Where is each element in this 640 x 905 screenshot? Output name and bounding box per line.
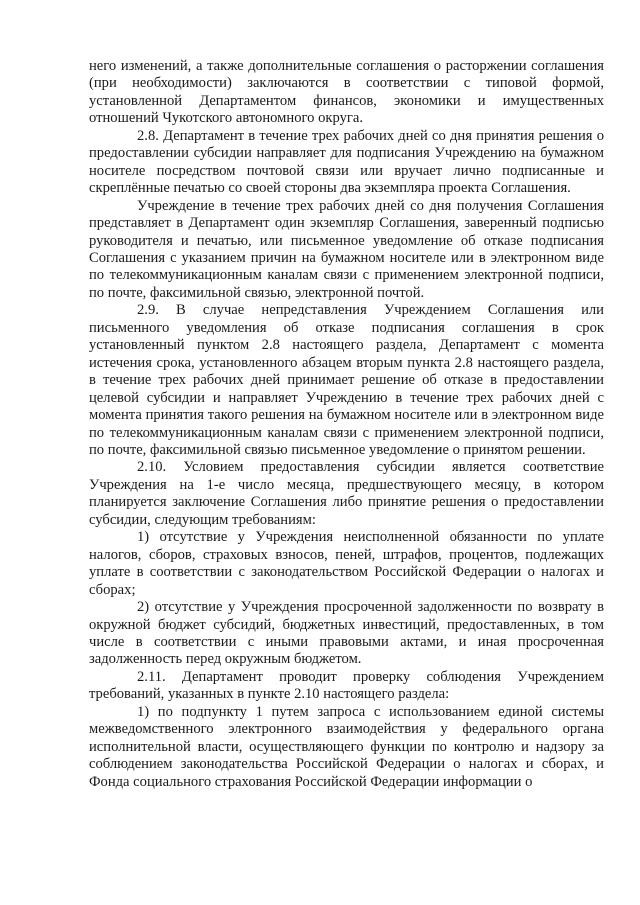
paragraph-2-8: 2.8. Департамент в течение трех рабочих дней со дня принятия решения о предоставлении субсидии направляет для подписания Учреждению на бумажном носителе посредством почтовой связи или вручает лично подписанные и скреплённые печатью со своей стороны два экземпляра проекта Соглашения. [89,127,604,197]
document-body [89,58,604,791]
paragraph-2-11: 2.11. Департамент проводит проверку соблюдения Учреждением требований, указанных в пункте 2.10 настоящего раздела: [89,668,604,703]
list-item-requirement-1: 1) отсутствие у Учреждения неисполненной обязанности по уплате налогов, сборов, страховых взносов, пеней, штрафов, процентов, подлежащих уплате в соответствии с законодательством Российской Федерации о налогах и сборах; [89,529,604,598]
paragraph-2-10: 2.10. Условием предоставления субсидии является соответствие Учреждения на 1-е число месяца, предшествующего месяцу, в котором планируется заключение Соглашения либо принятие решения о предоставлении субсидии, следующим требованиям: [89,459,604,528]
list-item-requirement-2: 2) отсутствие у Учреждения просроченной задолженности по возврату в окружной бюджет субсидий, бюджетных инвестиций, предоставленных, в том числе в соответствии с иными правовыми актами, и иная просроченная задолженность перед окружным бюджетом. [89,599,604,668]
list-item-check-1: 1) по подпункту 1 путем запроса с использованием единой системы межведомственного электронного взаимодействия у федерального органа исполнительной власти, осуществляющего функции по контролю и надзору за соблюдением законодательства Российской Федерации о налогах и сборах, и Фонда социального страхования Российской Федерации информации о [89,703,604,790]
paragraph-institution-response: Учреждение в течение трех рабочих дней со дня получения Соглашения представляет в Департамент один экземпляр Соглашения, заверенный подписью руководителя и печатью, или письменное уведомление об отказе подписания Соглашения с указанием причин на бумажном носителе или в электронном виде по телекоммуникационным каналам связи с применением электронной подписи, по почте, факсимильной связью, электронной почтой. [89,197,604,301]
paragraph-2-9: 2.9. В случае непредставления Учреждением Соглашения или письменного уведомления об отказе подписания соглашения в срок установленный пунктом 2.8 настоящего раздела, Департамент с момента истечения срока, установленного абзацем вторым пункта 2.8 настоящего раздела, в течение трех рабочих дней принимает решение об отказе в предоставлении целевой субсидии и направляет Учреждению в течение трех рабочих дней с момента принятия такого решения на бумажном носителе или в электронном виде по телекоммуникационным каналам связи с применением электронной подписи, по почте, факсимильной связью письменное уведомление о принятом решении. [89,302,604,458]
paragraph-continuation: него изменений, а также дополнительные соглашения о расторжении соглашения (при необходимости) заключаются в соответствии с типовой формой, установленной Департаментом финансов, экономики и имущественных отношений Чукотского автономного округа. [89,58,604,127]
